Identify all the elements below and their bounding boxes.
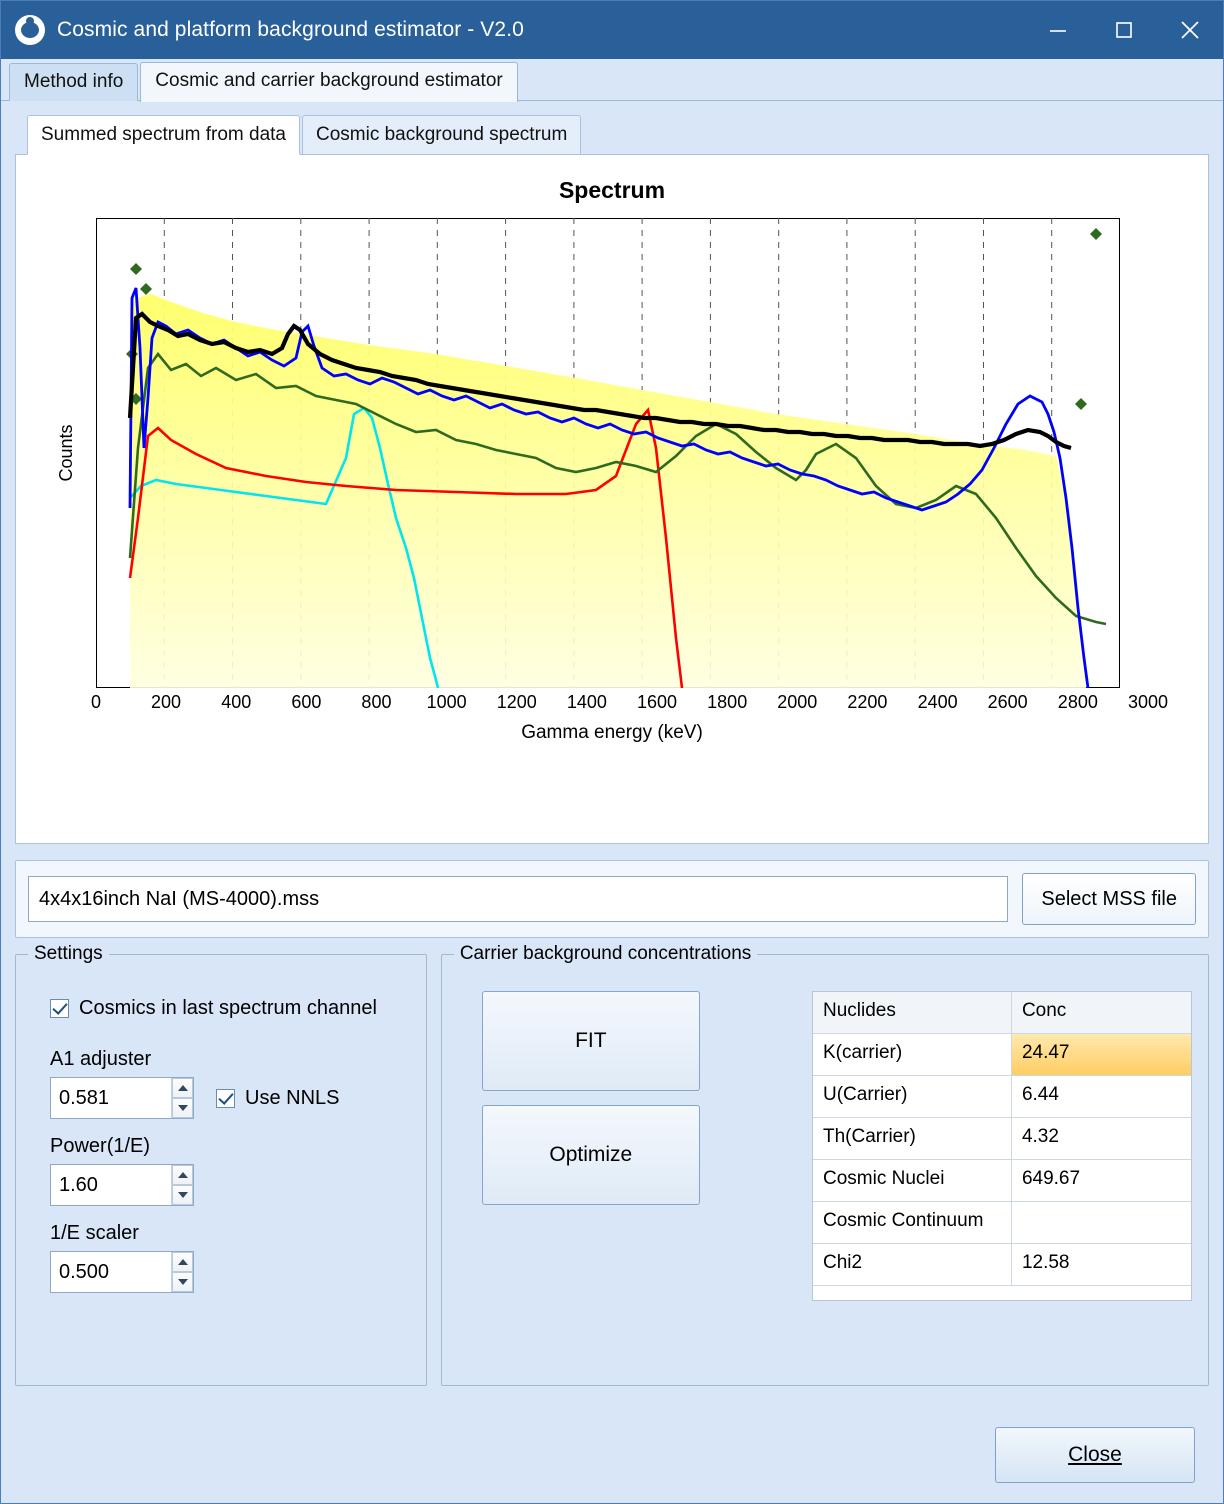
carrier-content [458,991,1192,1301]
scaler-row [50,1251,410,1293]
main-content [1,101,1223,1407]
optimize-button[interactable]: Optimize [482,1105,700,1205]
a1-adjuster-input[interactable] [51,1078,171,1118]
close-icon[interactable] [1157,1,1223,59]
file-selection-panel [15,860,1209,938]
cosmics-last-channel-label: Cosmics in last spectrum channel [79,997,377,1019]
cell-conc[interactable]: 24.47 [1012,1034,1191,1076]
settings-and-carrier-row [15,943,1209,1386]
main-tab-bar [1,59,1223,101]
use-nnls-checkbox[interactable] [216,1087,339,1110]
cell-conc[interactable]: 4.32 [1012,1118,1191,1160]
close-button[interactable] [995,1427,1195,1483]
settings-group [15,943,427,1386]
table-header-row [813,992,1191,1034]
table-row[interactable] [813,1244,1191,1286]
spectrum-tab-bar [15,115,1209,155]
a1-spin-down-icon[interactable] [172,1098,193,1118]
mss-file-input[interactable] [28,876,1008,922]
tab-cosmic-carrier-estimator[interactable]: Cosmic and carrier background estimator [140,62,517,102]
scaler-spin-down-icon[interactable] [172,1272,193,1292]
chart-y-axis-label: Counts [56,424,77,482]
table-row[interactable] [813,1076,1191,1118]
column-header-conc: Conc [1012,992,1191,1034]
title-bar [1,1,1223,59]
a1-adjuster-row [50,1077,410,1119]
carrier-table[interactable] [812,991,1192,1301]
chart-x-ticks: 0 200 400 600 800 1000 1200 1400 1600 1800 2000 2200 2400 2600 2800 3000 [90,692,1169,712]
spectrum-svg [96,218,1120,688]
table-row[interactable] [813,1160,1191,1202]
spectrum-plot[interactable] [56,218,1148,688]
table-row[interactable] [813,1034,1191,1076]
power-row [50,1164,410,1206]
tab-summed-spectrum[interactable]: Summed spectrum from data [27,115,300,155]
power-stepper[interactable] [50,1164,194,1206]
spectrum-chart-panel [15,154,1209,844]
close-button-label: Close [1068,1443,1122,1466]
power-spin-down-icon[interactable] [172,1185,193,1205]
cell-nuclide: Cosmic Continuum [813,1202,1012,1244]
scaler-spin-buttons[interactable] [171,1252,193,1292]
cell-nuclide: Th(Carrier) [813,1118,1012,1160]
minimize-icon[interactable] [1025,1,1091,59]
cosmics-last-channel-checkbox[interactable] [50,997,410,1020]
carrier-group-label: Carrier background concentrations [454,943,758,965]
checkbox-icon[interactable] [50,999,69,1018]
scaler-label: 1/E scaler [50,1222,139,1244]
checkbox-icon[interactable] [216,1089,235,1108]
a1-adjuster-spin-buttons[interactable] [171,1078,193,1118]
cell-nuclide: K(carrier) [813,1034,1012,1076]
window-controls [1025,1,1223,59]
power-label: Power(1/E) [50,1135,151,1157]
chart-x-axis-label: Gamma energy (keV) [521,722,703,743]
footer-bar [1,1407,1223,1503]
fit-button[interactable]: FIT [482,991,700,1091]
table-row[interactable] [813,1202,1191,1244]
column-header-nuclides: Nuclides [813,992,1012,1034]
maximize-icon[interactable] [1091,1,1157,59]
cell-conc[interactable]: 12.58 [1012,1244,1191,1286]
tab-cosmic-background-spectrum[interactable]: Cosmic background spectrum [302,115,581,155]
scaler-input[interactable] [51,1252,171,1292]
scaler-spin-up-icon[interactable] [172,1252,193,1272]
power-spin-up-icon[interactable] [172,1165,193,1185]
cell-nuclide: Cosmic Nuclei [813,1160,1012,1202]
window-title: Cosmic and platform background estimator - V2.0 [57,18,524,41]
settings-group-label: Settings [28,943,109,965]
chart-title: Spectrum [558,177,666,203]
a1-adjuster-stepper[interactable] [50,1077,194,1119]
cell-nuclide: U(Carrier) [813,1076,1012,1118]
app-globe-icon [15,15,45,45]
a1-adjuster-label: A1 adjuster [50,1048,152,1070]
cell-conc[interactable]: 6.44 [1012,1076,1191,1118]
spectrum-section [15,115,1209,844]
use-nnls-label: Use NNLS [245,1086,340,1109]
carrier-buttons [482,991,782,1301]
cell-conc[interactable]: 649.67 [1012,1160,1191,1202]
select-mss-file-button[interactable]: Select MSS file [1022,873,1196,925]
power-input[interactable] [51,1165,171,1205]
tab-method-info[interactable]: Method info [9,63,138,101]
scaler-stepper[interactable] [50,1251,194,1293]
cell-nuclide: Chi2 [813,1244,1012,1286]
carrier-concentrations-group [441,943,1209,1386]
table-row[interactable] [813,1118,1191,1160]
cell-conc[interactable] [1012,1202,1191,1244]
power-spin-buttons[interactable] [171,1165,193,1205]
a1-spin-up-icon[interactable] [172,1078,193,1098]
